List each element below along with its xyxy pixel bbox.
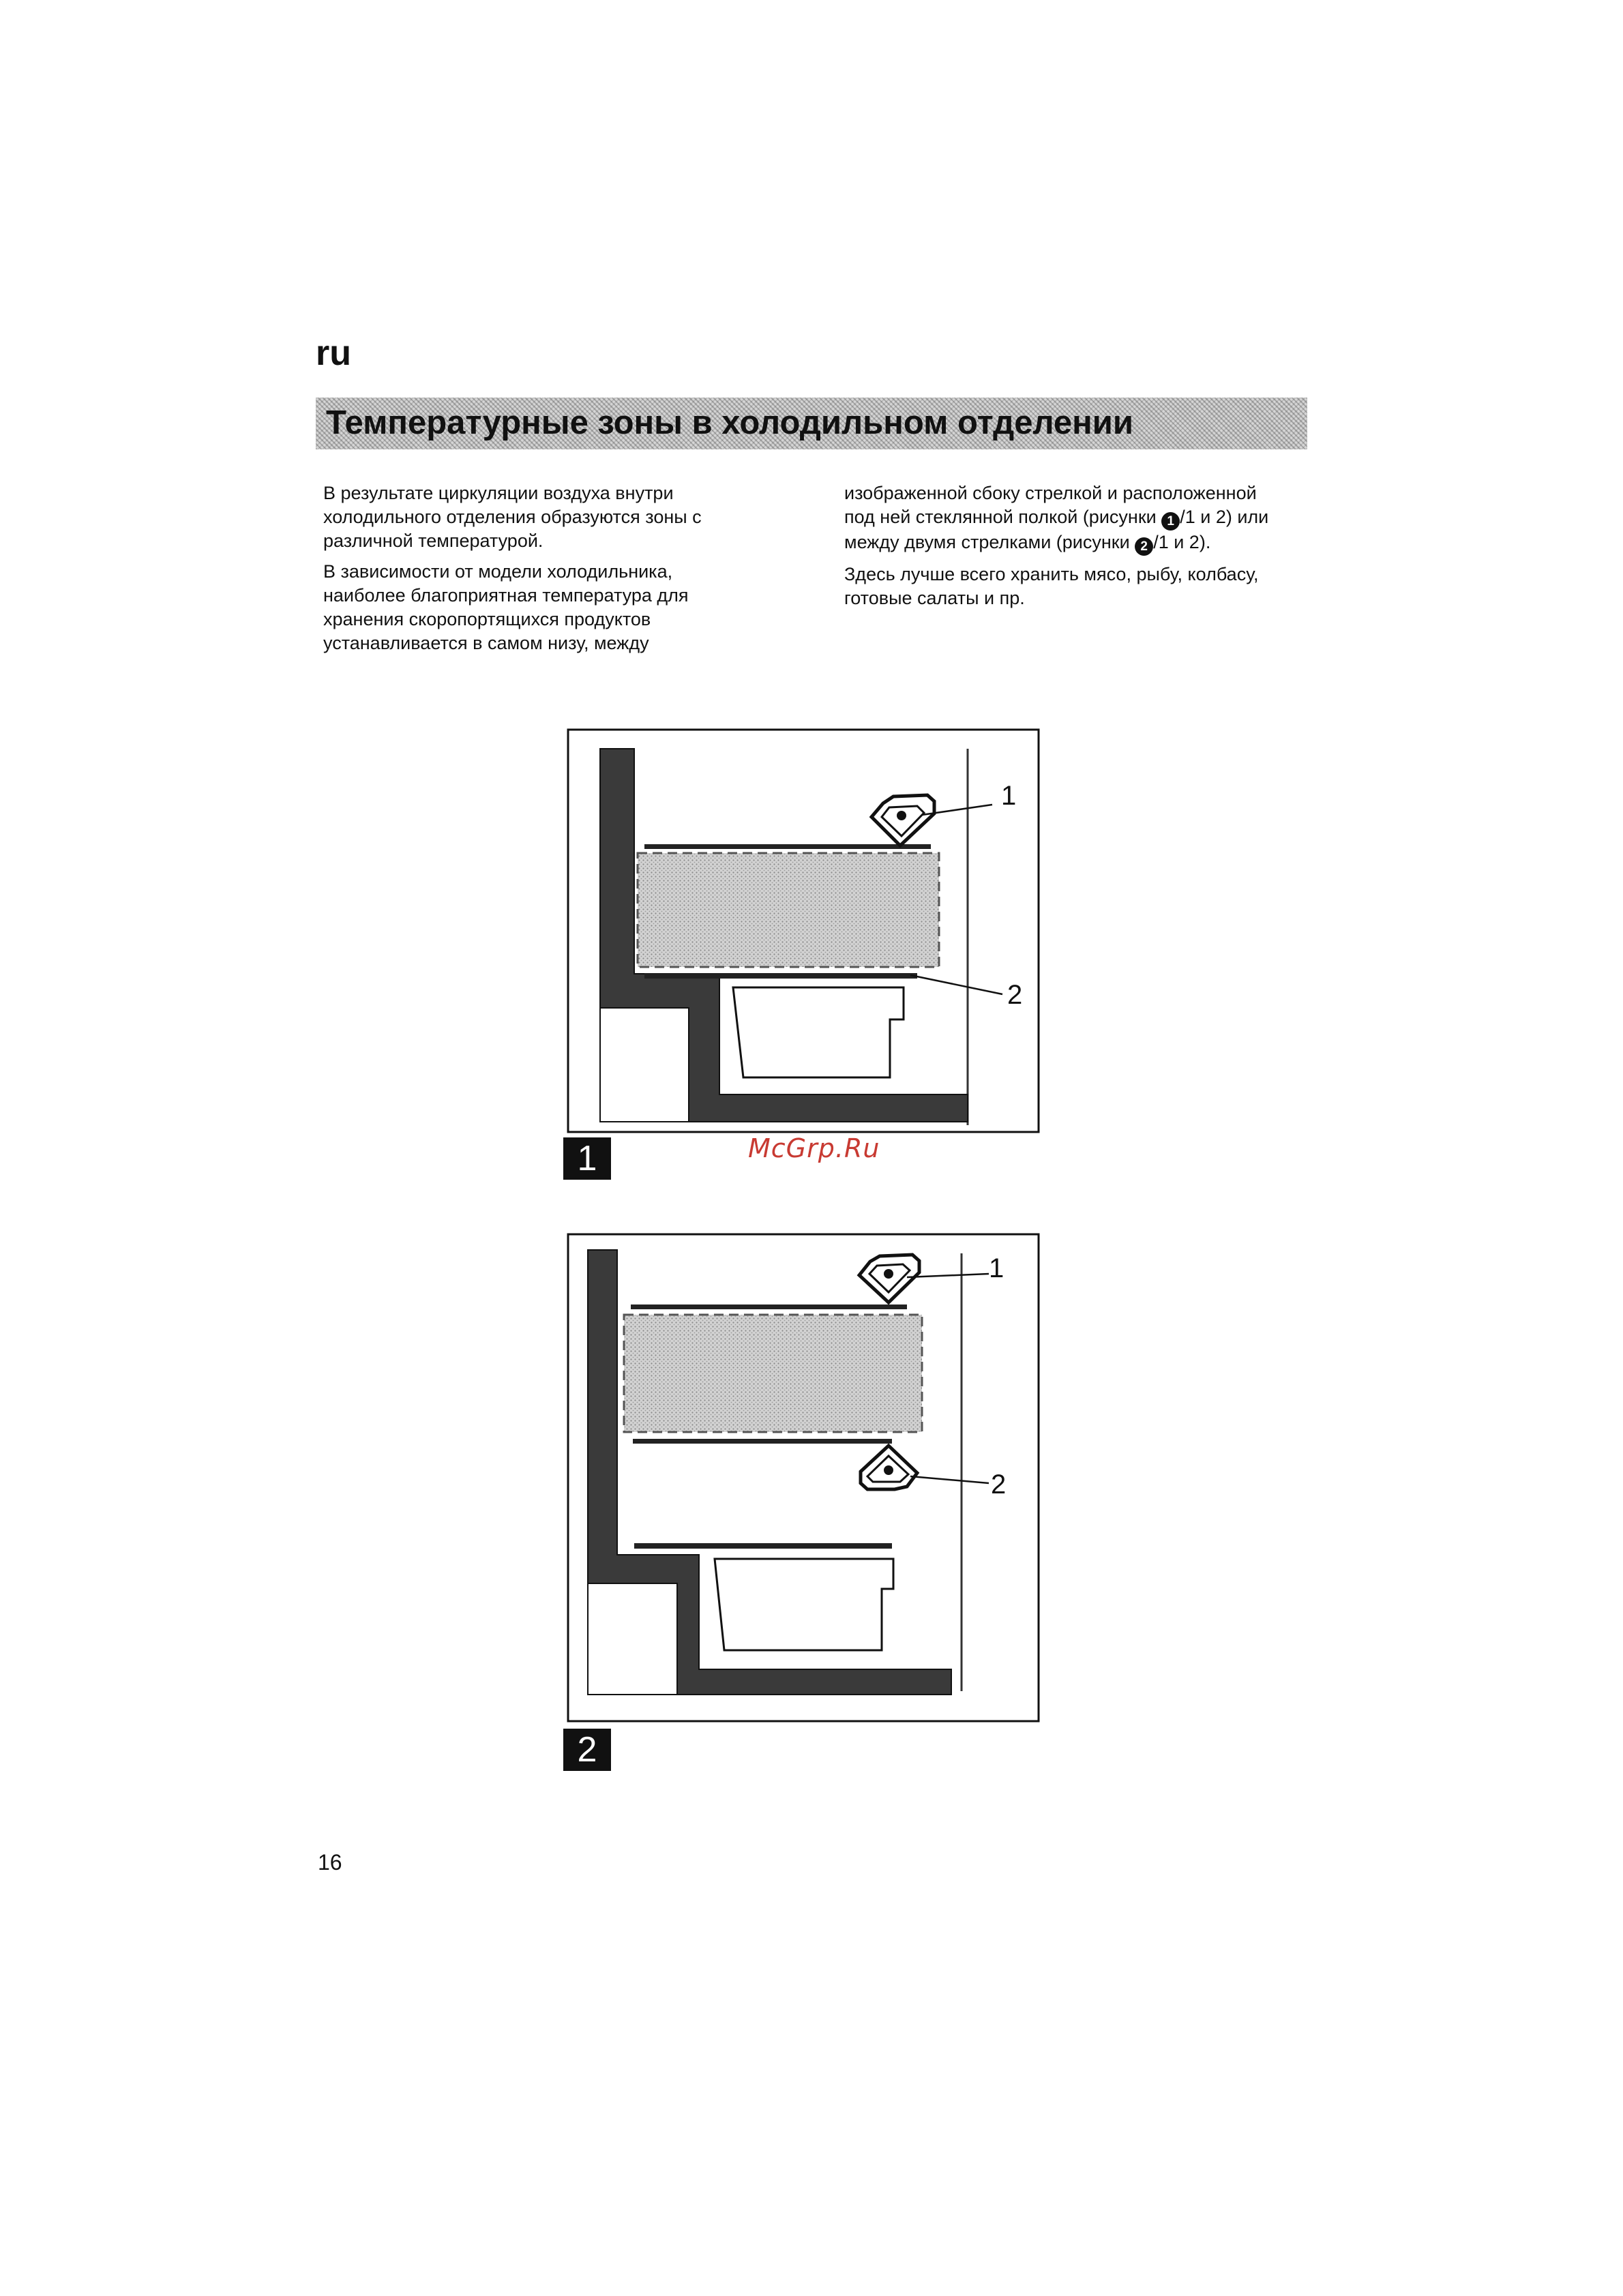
figure-1-diagram bbox=[568, 730, 1039, 1132]
callout-label-2: 2 bbox=[1007, 980, 1023, 1010]
page-number: 16 bbox=[318, 1850, 342, 1875]
watermark-text: McGrp.Ru bbox=[748, 1133, 880, 1163]
vegetable-drawer bbox=[715, 1559, 893, 1650]
figure-ref-2-badge: 2 bbox=[1135, 537, 1153, 556]
callout-label-2: 2 bbox=[991, 1470, 1007, 1500]
text-line: холодильного отделения образуются зоны с bbox=[323, 507, 702, 527]
callout-leader-2 bbox=[910, 1476, 989, 1483]
glass-shelf-bottom bbox=[644, 973, 917, 979]
text-line: между двумя стрелками (рисунки bbox=[844, 532, 1135, 552]
figure-ref-1-badge: 1 bbox=[1161, 512, 1180, 531]
callout-label-1: 1 bbox=[989, 1253, 1004, 1283]
text-line: изображенной сбоку стрелкой и расположенной bbox=[844, 483, 1257, 503]
figure-2-diagram bbox=[568, 1234, 1039, 1721]
text-line: /1 и 2) или bbox=[1180, 507, 1269, 527]
callout-label-1: 1 bbox=[1001, 781, 1017, 811]
zone-arrow-icon bbox=[872, 795, 934, 846]
vegetable-drawer bbox=[733, 987, 904, 1077]
text-line: под ней стеклянной полкой (рисунки bbox=[844, 507, 1162, 527]
text-line: В зависимости от модели холодильника, bbox=[323, 561, 673, 582]
glass-shelf-middle bbox=[633, 1439, 892, 1444]
glass-shelf-top bbox=[631, 1304, 907, 1309]
zone-arrow-icon bbox=[859, 1255, 919, 1302]
language-code: ru bbox=[316, 333, 351, 373]
callout-leader-2 bbox=[910, 975, 1002, 994]
text-line: устанавливается в самом низу, между bbox=[323, 633, 649, 653]
figure-1-number-badge: 1 bbox=[563, 1137, 611, 1180]
page-title: Температурные зоны в холодильном отделении bbox=[326, 404, 1134, 441]
text-line: хранения скоропортящихся продуктов bbox=[323, 609, 651, 629]
text-line: различной температурой. bbox=[323, 531, 544, 551]
figure-2-number-badge: 2 bbox=[563, 1729, 611, 1771]
text-line: /1 и 2). bbox=[1153, 532, 1211, 552]
text-line: Здесь лучше всего хранить мясо, рыбу, колбасу, bbox=[844, 564, 1259, 584]
text-line: наиболее благоприятная температура для bbox=[323, 585, 689, 606]
glass-shelf-lower bbox=[634, 1543, 892, 1549]
compartment-box bbox=[600, 1008, 689, 1122]
glass-shelf-top bbox=[644, 844, 931, 849]
text-line: готовые салаты и пр. bbox=[844, 588, 1025, 608]
cold-zone-area bbox=[624, 1315, 922, 1432]
zone-arrow-icon bbox=[861, 1446, 917, 1489]
text-line: В результате циркуляции воздуха внутри bbox=[323, 483, 674, 503]
compartment-box bbox=[588, 1583, 677, 1695]
cold-zone-area bbox=[638, 853, 939, 967]
